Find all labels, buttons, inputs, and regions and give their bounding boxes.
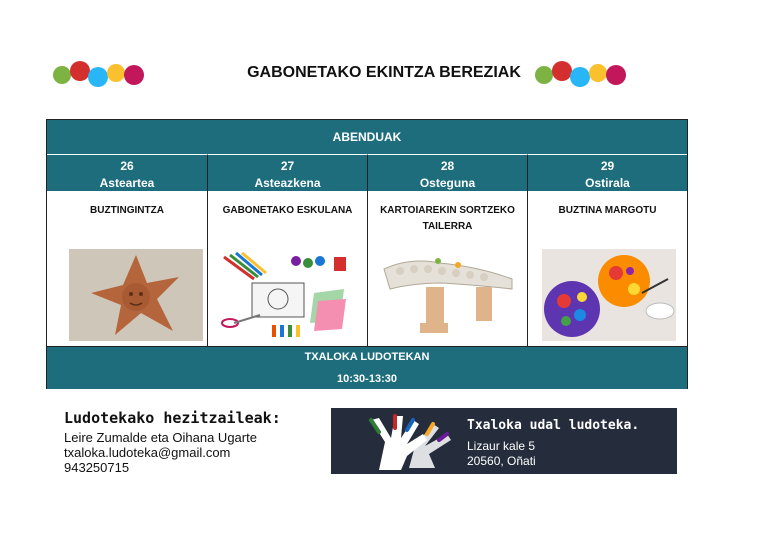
day-name: Osteguna xyxy=(419,176,476,190)
hands-logo-icon xyxy=(349,412,453,472)
ludoteka-banner xyxy=(331,408,677,474)
day-name: Ostirala xyxy=(585,176,630,190)
page-title: GABONETAKO EKINTZA BEREZIAK xyxy=(247,64,521,81)
day-number: 26 xyxy=(120,159,134,173)
activity-label: BUZTINGINTZA xyxy=(90,205,164,216)
day-number: 28 xyxy=(440,159,455,173)
cardboard-dinosaur-image xyxy=(380,249,514,341)
day-number: 27 xyxy=(280,159,295,173)
activity-label: GABONETAKO ESKULANA xyxy=(222,205,353,216)
month-header: ABENDUAK xyxy=(47,120,687,154)
contact-block xyxy=(64,411,281,475)
contact-phone: 943250715 xyxy=(64,460,130,475)
day-header xyxy=(367,154,527,191)
banner-title: Txaloka udal ludoteka. xyxy=(467,418,640,433)
contact-heading: Ludotekako hezitzaileak: xyxy=(64,409,281,427)
day-name: Asteartea xyxy=(99,176,155,190)
day-number: 29 xyxy=(600,159,615,173)
footer-band xyxy=(47,346,687,389)
activity-cell xyxy=(47,191,207,346)
painted-clay-balls-image xyxy=(542,249,676,341)
day-header xyxy=(527,154,687,191)
activity-label: KARTOIAREKIN SORTZEKO TAILERRA xyxy=(380,205,515,232)
clay-star-image xyxy=(69,249,203,341)
craft-supplies-image xyxy=(214,249,348,341)
banner-city: 20560, Oñati xyxy=(467,454,536,468)
day-header xyxy=(47,154,207,191)
schedule-table xyxy=(46,119,688,389)
contact-names: Leire Zumalde eta Oihana Ugarte xyxy=(64,430,257,445)
activity-cell xyxy=(207,191,367,346)
footer-time: 10:30-13:30 xyxy=(337,373,397,385)
footer-place: TXALOKA LUDOTEKAN xyxy=(304,351,430,363)
contact-email: txaloka.ludoteka@gmail.com xyxy=(64,445,231,460)
banner-street: Lizaur kale 5 xyxy=(467,439,536,453)
activity-cell xyxy=(527,191,687,346)
day-header xyxy=(207,154,367,191)
day-name: Asteazkena xyxy=(254,176,321,190)
activity-label: BUZTINA MARGOTU xyxy=(558,205,657,216)
activity-cell xyxy=(367,191,527,346)
